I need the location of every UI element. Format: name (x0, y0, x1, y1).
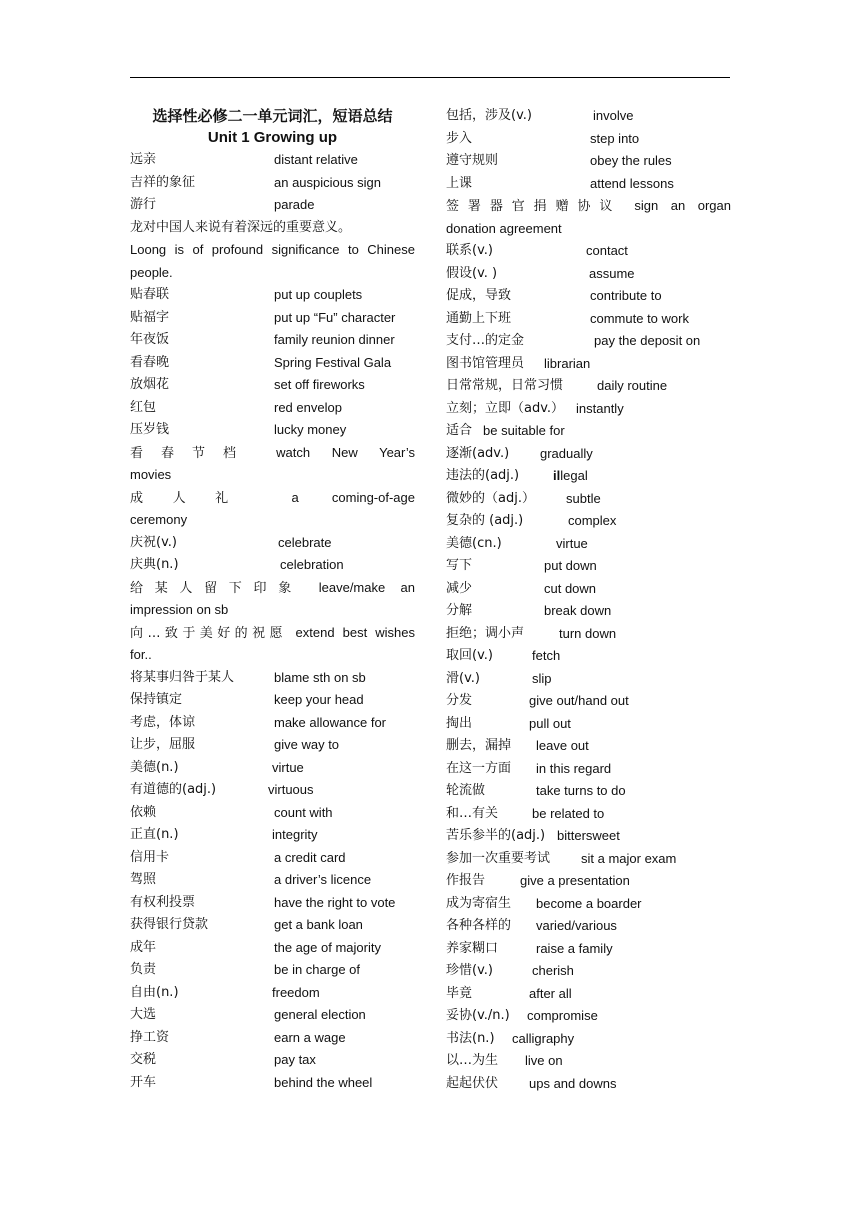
en-term: get a bank loan (274, 917, 363, 932)
en-term: Spring Festival Gala (274, 354, 392, 370)
en-term: contribute to (590, 288, 662, 303)
vocab-row (446, 600, 731, 623)
zh-term: 分解 (446, 603, 473, 618)
zh-term: 有权利投票 (130, 894, 196, 910)
zh-term: 苦乐参半的(adj.) (446, 828, 546, 843)
en-term: lucky money (274, 422, 347, 437)
en-term: varied/various (536, 918, 617, 933)
zh-term: 妥协(v./n.) (446, 1008, 510, 1023)
en-term: compromise (527, 1008, 598, 1023)
vocab-row (446, 128, 731, 151)
zh-term: 正直(n.) (130, 827, 179, 842)
zh-term: 促成，导致 (446, 288, 512, 303)
example-sentence-en-cont: people. (130, 264, 173, 280)
zh-term: 书法(n.) (446, 1030, 495, 1046)
en-term: slip (532, 670, 552, 686)
vocab-row (446, 623, 731, 646)
vocab-row (446, 353, 731, 376)
vocab-row (130, 982, 415, 1005)
vocab-row (130, 1049, 415, 1072)
zh-term: 大选 (130, 1007, 157, 1022)
zh-term: 掏出 (446, 715, 473, 731)
vocab-row (130, 847, 415, 870)
zh-term: 包括，涉及(v.) (446, 108, 532, 123)
vocab-row (446, 825, 731, 848)
vocab-row-wrapped (446, 195, 731, 218)
vocab-row (446, 1073, 731, 1096)
vocab-row (446, 1028, 731, 1051)
en-term: virtue (272, 759, 304, 775)
en-term: assume (589, 265, 635, 281)
en-term: general election (274, 1007, 366, 1022)
zh-term: 挣工资 (130, 1029, 170, 1045)
zh-term: 写下 (446, 558, 473, 573)
zh-term: 违法的(adj.) (446, 468, 520, 483)
zh-term: 让步，屈服 (130, 737, 196, 752)
zh-term: 美德(cn.) (446, 535, 502, 551)
zh-term: 遵守规则 (446, 153, 499, 168)
en-term: earn a wage (274, 1029, 346, 1045)
en-term: make allowance for (274, 714, 386, 730)
en-term: ups and downs (529, 1075, 617, 1091)
vocab-row (446, 713, 731, 736)
zh-term: 作报告 (446, 873, 486, 888)
vocab-row (446, 668, 731, 691)
header-rule (130, 77, 730, 78)
vocab-row (446, 960, 731, 983)
en-term-bold-part: il (553, 468, 561, 483)
vocab-row (130, 554, 415, 577)
zh-term: 庆典(n.) (130, 557, 179, 572)
vocab-row (446, 848, 731, 871)
zh-term: 将某事归咎于某人 (130, 669, 235, 685)
vocab-row (446, 555, 731, 578)
en-term: blame sth on sb (274, 669, 366, 685)
example-sentence-zh: 龙对中国人来说有着深远的重要意义。 (130, 219, 352, 235)
vocab-row (446, 465, 731, 488)
zh-term: 珍惜(v.) (446, 963, 493, 978)
vocab-row (130, 937, 415, 960)
en-term: complex (568, 513, 617, 528)
zh-term: 减少 (446, 580, 473, 596)
vocab-row-wrapped (130, 487, 415, 510)
zh-term: 保持镇定 (130, 692, 183, 707)
zh-term: 假设(v. ) (446, 265, 498, 281)
en-term: commute to work (590, 310, 689, 326)
en-term: be in charge of (274, 962, 361, 977)
en-term: virtue (556, 535, 588, 551)
zh-term: 参加一次重要考试 (446, 850, 551, 866)
vocab-row (130, 667, 415, 690)
en-term: virtuous (268, 782, 314, 797)
zh-term: 放烟花 (130, 377, 170, 392)
en-term-rest: legal (560, 468, 588, 483)
vocab-row (130, 419, 415, 442)
en-term: parade (274, 197, 315, 212)
en-term: bittersweet (557, 828, 620, 843)
en-term: fetch (532, 648, 561, 663)
en-term: raise a family (536, 940, 613, 956)
vocab-row (130, 712, 415, 735)
vocab-row (130, 352, 415, 375)
vocab-row (446, 285, 731, 308)
zh-term: 成人礼 (130, 490, 258, 506)
en-term: family reunion dinner (274, 332, 395, 347)
vocab-row (446, 533, 731, 556)
vocab-row (446, 173, 731, 196)
zh-term: 贴春联 (130, 287, 170, 302)
zh-term: 逐渐(adv.) (446, 445, 510, 461)
zh-term: 毕竟 (446, 985, 473, 1001)
en-term-cont: ceremony (130, 512, 188, 527)
zh-term: 上课 (446, 175, 473, 191)
vocab-row (130, 307, 415, 330)
vocab-row (446, 398, 731, 421)
en-term: give way to (274, 737, 340, 752)
vocab-row (130, 329, 415, 352)
zh-term: 游行 (130, 197, 157, 212)
zh-term: 负责 (130, 962, 157, 977)
vocab-row (130, 194, 415, 217)
vocab-row (446, 915, 731, 938)
en-term: put down (544, 558, 597, 573)
vocab-row (130, 892, 415, 915)
vocab-row (130, 734, 415, 757)
zh-term: 成为寄宿生 (446, 895, 512, 911)
zh-term: 微妙的（adj.） (446, 490, 535, 506)
zh-term: 给某人留下印象 (130, 580, 303, 596)
en-term-cont: for.. (130, 647, 152, 662)
zh-term: 删去，漏掉 (446, 738, 512, 753)
vocab-row (130, 869, 415, 892)
vocab-row-wrapped (130, 577, 415, 600)
zh-term: 以…为生 (446, 1053, 499, 1068)
vocab-row (130, 374, 415, 397)
vocab-row (130, 757, 415, 780)
zh-term: 交税 (130, 1052, 157, 1067)
en-term: give out/hand out (529, 693, 629, 708)
en-term: leave/make an (318, 579, 415, 595)
zh-term: 远亲 (130, 152, 157, 167)
zh-term: 养家糊口 (446, 940, 499, 956)
en-term: a driver’s licence (274, 872, 372, 887)
en-term: become a boarder (536, 895, 642, 911)
vocab-row (446, 893, 731, 916)
zh-term: 依赖 (130, 804, 157, 820)
en-term: the age of majority (274, 939, 381, 955)
en-term: give a presentation (520, 873, 630, 888)
en-term: break down (544, 603, 612, 618)
vocab-row (130, 959, 415, 982)
vocab-row (446, 780, 731, 803)
vocab-row (130, 284, 415, 307)
vocab-row (446, 938, 731, 961)
en-term-cont: movies (130, 467, 172, 482)
zh-term: 签署器官捐赠协议 (446, 199, 622, 214)
vocab-row-wrapped (130, 442, 415, 465)
vocab-row (130, 779, 415, 802)
en-term: leave out (536, 738, 589, 753)
left-column (130, 105, 415, 1094)
zh-term: 年夜饭 (130, 332, 170, 347)
vocab-row (446, 240, 731, 263)
zh-term: 拒绝；调小声 (446, 625, 525, 641)
en-term: have the right to vote (274, 894, 396, 910)
en-term: extend best wishes (295, 624, 415, 640)
vocab-row (446, 983, 731, 1006)
vocab-row (446, 105, 731, 128)
zh-term: 滑(v.) (446, 670, 480, 686)
en-term: celebrate (278, 534, 332, 550)
zh-term: 红包 (130, 399, 157, 415)
en-term: celebration (280, 557, 344, 572)
zh-term: 压岁钱 (130, 422, 170, 437)
zh-term: 支付…的定金 (446, 333, 525, 348)
right-column (446, 105, 731, 1095)
vocab-row (446, 308, 731, 331)
en-term: set off fireworks (274, 377, 365, 392)
zh-term: 分发 (446, 693, 473, 708)
page-title: 选择性必修二一单元词汇，短语总结 (152, 107, 393, 125)
vocab-row-wrapped (130, 622, 415, 645)
en-term: gradually (540, 445, 593, 461)
zh-term: 贴福字 (130, 309, 170, 325)
vocab-row (446, 803, 731, 826)
en-term-cont: donation agreement (446, 220, 562, 236)
en-term: distant relative (274, 152, 358, 167)
en-term: behind the wheel (274, 1074, 373, 1090)
vocab-row (446, 578, 731, 601)
vocab-row (130, 824, 415, 847)
zh-term: 轮流做 (446, 783, 486, 798)
zh-term: 和…有关 (446, 805, 499, 821)
zh-term: 考虑，体谅 (130, 714, 196, 730)
en-term: count with (274, 804, 333, 820)
zh-term: 看春晚 (130, 354, 170, 370)
vocab-row (130, 802, 415, 825)
zh-term: 图书馆管理员 (446, 355, 525, 371)
vocab-row (446, 510, 731, 533)
vocab-row (446, 735, 731, 758)
en-term: daily routine (597, 378, 668, 393)
zh-term: 信用卡 (130, 849, 170, 865)
en-term: pull out (529, 715, 571, 731)
en-term: obey the rules (590, 153, 672, 168)
zh-term: 驾照 (130, 872, 157, 887)
en-term: sign an organ (634, 198, 732, 213)
vocab-row (446, 758, 731, 781)
zh-term: 有道德的(adj.) (130, 782, 217, 797)
zh-term: 起起伏伏 (446, 1075, 499, 1091)
vocab-row (446, 690, 731, 713)
vocab-row (446, 870, 731, 893)
en-term: watch New Year’s (276, 444, 415, 460)
vocab-row (130, 1004, 415, 1027)
en-term-cont: impression on sb (130, 602, 229, 617)
vocab-row (446, 375, 731, 398)
vocab-row (446, 1050, 731, 1073)
zh-term: 吉祥的象征 (130, 174, 196, 190)
zh-term: 联系(v.) (446, 243, 493, 258)
zh-term: 复杂的 (adj.) (446, 513, 524, 528)
vocab-row (130, 172, 415, 195)
en-term: a credit card (274, 849, 346, 865)
en-term: integrity (272, 827, 318, 842)
zh-term: 日常常规，日常习惯 (446, 378, 564, 393)
en-term: cut down (544, 580, 597, 596)
vocab-row (130, 532, 415, 555)
en-term: instantly (576, 400, 624, 416)
zh-term: 在这一方面 (446, 760, 512, 776)
zh-term: 取回(v.) (446, 648, 493, 663)
en-term: turn down (559, 625, 617, 641)
en-term: librarian (544, 355, 591, 371)
vocab-row (130, 149, 415, 172)
zh-term: 步入 (446, 130, 473, 146)
zh-term: 看春节档 (130, 445, 254, 461)
vocab-row (130, 1072, 415, 1095)
zh-term: 成年 (130, 939, 157, 955)
zh-term: 获得银行贷款 (130, 917, 209, 932)
vocab-row (446, 1005, 731, 1028)
en-term: attend lessons (590, 175, 674, 191)
zh-term: 自由(n.) (130, 984, 179, 1000)
zh-term: 庆祝(v.) (130, 534, 177, 550)
en-term: subtle (566, 490, 601, 506)
en-term: live on (525, 1053, 563, 1068)
zh-term: 美德(n.) (130, 759, 179, 775)
en-term: be related to (532, 805, 605, 821)
zh-term: 各种各样的 (446, 918, 512, 933)
en-term: take turns to do (536, 783, 626, 798)
vocab-row (446, 150, 731, 173)
en-term: freedom (272, 984, 320, 1000)
en-term: contact (586, 243, 628, 258)
vocab-row (446, 443, 731, 466)
en-term: put up “Fu” character (274, 309, 396, 325)
vocab-row (130, 914, 415, 937)
en-term: step into (590, 130, 640, 146)
en-term: calligraphy (512, 1030, 575, 1046)
en-term: put up couplets (274, 287, 363, 302)
zh-term: 开车 (130, 1074, 157, 1090)
en-term: sit a major exam (581, 850, 677, 866)
en-term: in this regard (536, 760, 612, 776)
vocab-row (446, 420, 731, 443)
en-term: a coming-of-age (291, 489, 415, 505)
en-term: pay tax (274, 1052, 316, 1067)
en-term: pay the deposit on (594, 333, 701, 348)
en-term (553, 465, 588, 488)
en-term: cherish (532, 963, 574, 978)
en-term: red envelop (274, 399, 342, 415)
en-term: after all (529, 985, 572, 1001)
vocab-row (130, 397, 415, 420)
vocab-row (446, 330, 731, 353)
vocab-row (446, 263, 731, 286)
example-sentence-en: Loong is of profound significance to Chinese (130, 242, 415, 257)
vocab-row (446, 488, 731, 511)
zh-term: 通勤上下班 (446, 310, 512, 326)
vocab-row (130, 1027, 415, 1050)
en-term: involve (593, 108, 634, 123)
vocab-row (446, 645, 731, 668)
en-term: an auspicious sign (274, 174, 381, 190)
en-term: be suitable for (483, 423, 565, 438)
zh-term: 向…致于美好的祝愿 (130, 625, 287, 641)
vocab-row (130, 689, 415, 712)
zh-term: 适合 (446, 423, 473, 438)
unit-title: Unit 1 Growing up (207, 129, 338, 146)
en-term: keep your head (274, 692, 364, 707)
zh-term: 立刻；立即（adv.） (446, 400, 565, 416)
